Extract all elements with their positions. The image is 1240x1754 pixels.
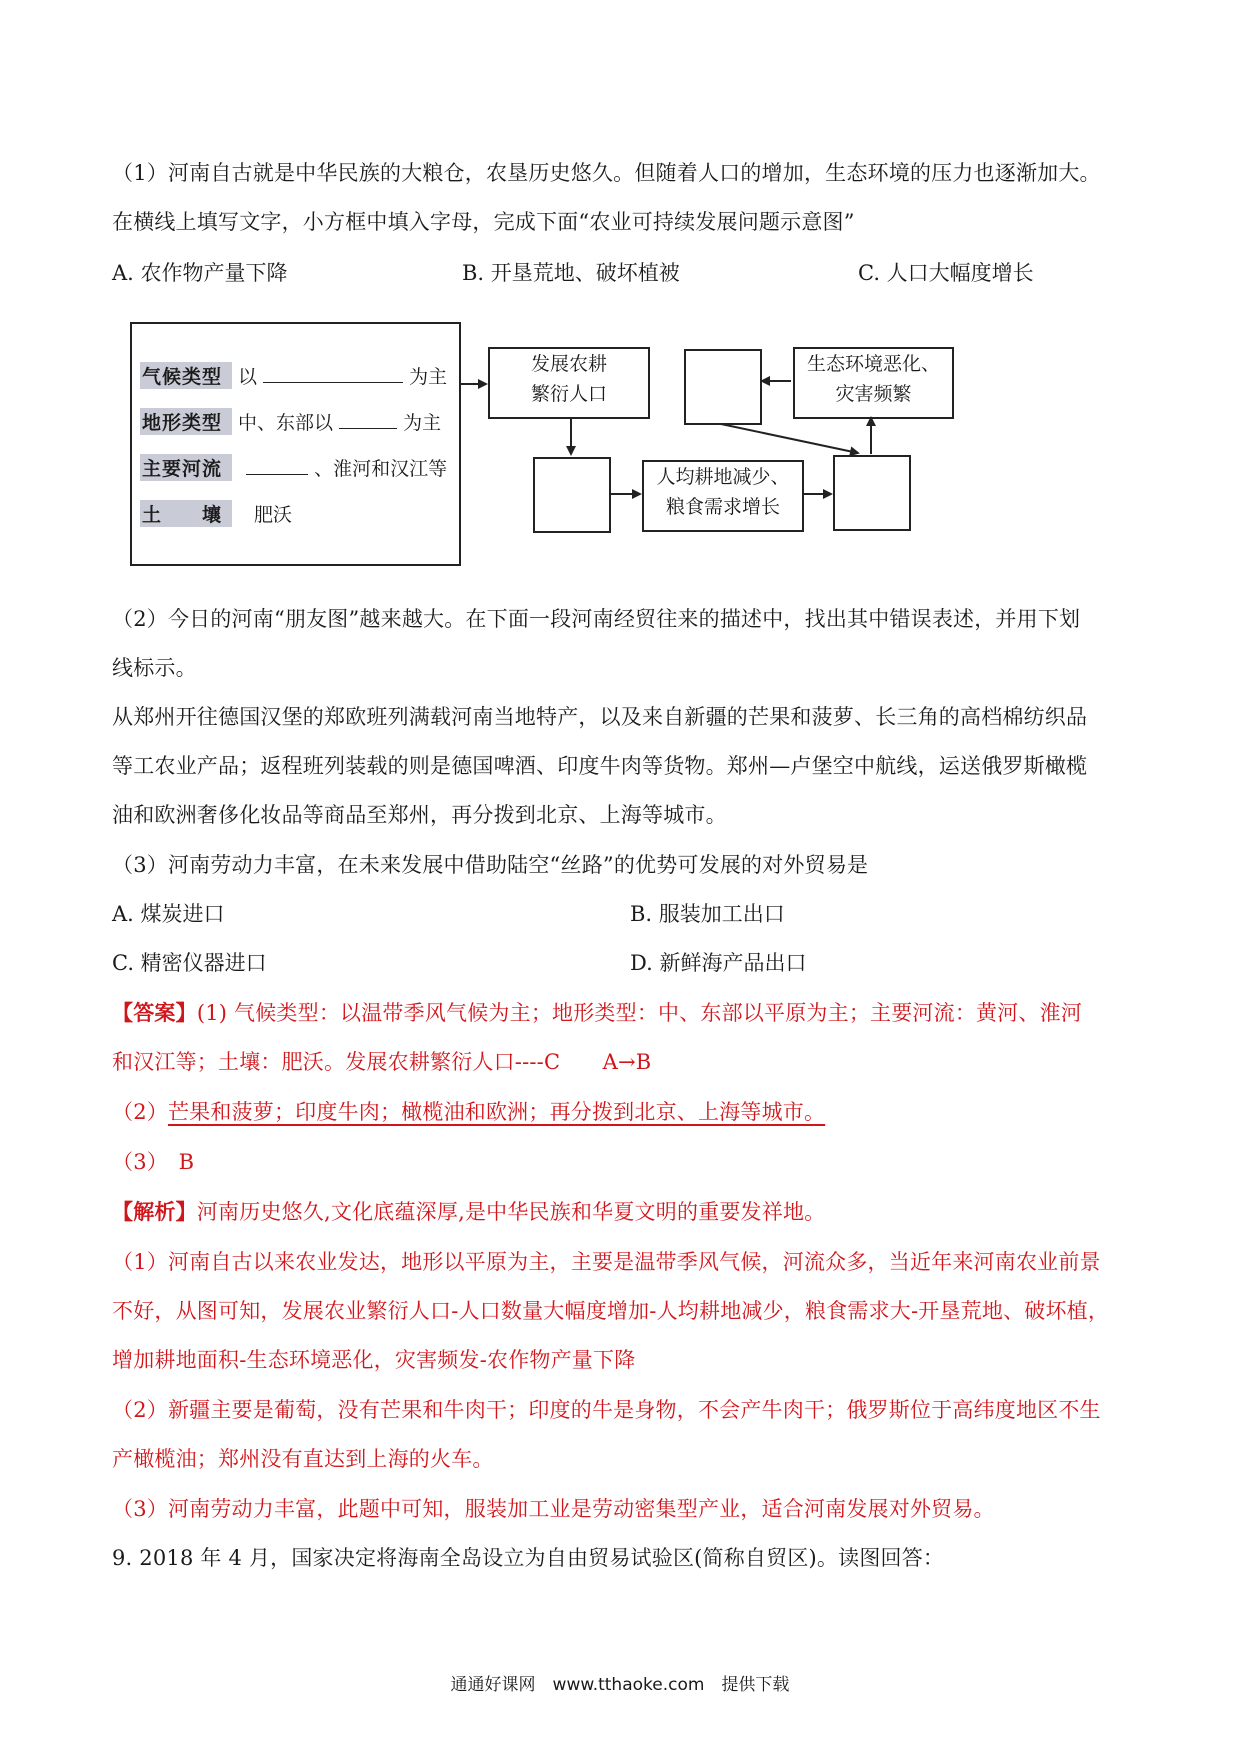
- q3-line1: （3）河南劳动力丰富，在未来发展中借助陆空“丝路”的优势可发展的对外贸易是: [112, 853, 869, 877]
- answer-tag: 【答案】: [112, 1000, 197, 1025]
- q1-line1: （1）河南自古就是中华民族的大粮仓，农垦历史悠久。但随着人口的增加，生态环境的压力也逐渐加大。: [112, 161, 1101, 185]
- q3-option-b: B. 服装加工出口: [630, 902, 785, 926]
- q3-option-d: D. 新鲜海产品出口: [630, 951, 807, 975]
- page-footer: 通通好课网 www.tthaoke.com 提供下载: [450, 1675, 790, 1695]
- answer-text1: (1) 气候类型：以温带季风气候为主；地形类型：中、东部以平原为主；主要河流：黄河、淮河: [196, 1001, 1083, 1025]
- q2-para1: 从郑州开往德国汉堡的郑欧班列满载河南当地特产，以及来自新疆的芒果和菠萝、长三角的高档棉纺织品: [112, 705, 1088, 729]
- info-label: 地形类型: [140, 408, 232, 435]
- q1-line2: 在横线上填写文字，小方框中填入字母，完成下面“农业可持续发展问题示意图”: [112, 210, 855, 234]
- info-post: 为主: [403, 412, 442, 434]
- q9-line1: 9. 2018 年 4 月，国家决定将海南全岛设立为自由贸易试验区(简称自贸区)。读图回答：: [112, 1546, 945, 1570]
- info-label: 土 壤: [140, 500, 232, 527]
- agriculture-diagram: [128, 320, 968, 570]
- analysis-line5: （2）新疆主要是葡萄，没有芒果和牛肉干；印度的牛是身物，不会产牛肉干；俄罗斯位于高纬度地区不生: [112, 1398, 1101, 1422]
- q3-option-a: A. 煤炭进口: [112, 902, 225, 926]
- analysis-line4: 增加耕地面积-生态环境恶化，灾害频发-农作物产量下降: [112, 1348, 636, 1372]
- q2-para2: 等工农业产品；返程班列装载的则是德国啤酒、印度牛肉等货物。郑州—卢堡空中航线，运送俄罗斯橄榄: [112, 754, 1088, 778]
- analysis-line1: [112, 1197, 1142, 1227]
- diagram-arrows: [128, 320, 968, 570]
- info-label: 主要河流: [140, 454, 232, 481]
- q3-option-c: C. 精密仪器进口: [112, 951, 267, 975]
- q1-option-b: B. 开垦荒地、破坏植被: [462, 261, 680, 285]
- answer-line1: [112, 998, 1142, 1028]
- q2-line2: 线标示。: [112, 656, 197, 680]
- q2-line1: （2）今日的河南“朋友图”越来越大。在下面一段河南经贸往来的描述中，找出其中错误表述，并用下划: [112, 607, 1081, 631]
- answer-line2: 和汉江等；土壤：肥沃。发展农耕繁衍人口----C A→B: [112, 1050, 652, 1074]
- answer-underlined-errors: 芒果和菠萝；印度牛肉；橄榄油和欧洲；再分拨到北京、上海等城市。: [167, 1100, 826, 1124]
- info-label: 气候类型: [140, 362, 232, 389]
- q2-para3: 油和欧洲奢侈化妆品等商品至郑州，再分拨到北京、上海等城市。: [112, 803, 727, 827]
- box-eco-line2: 灾害频繁: [835, 383, 912, 405]
- info-post: 肥沃: [254, 504, 293, 526]
- analysis-text1: 河南历史悠久,文化底蕴深厚,是中华民族和华夏文明的重要发祥地。: [196, 1200, 826, 1224]
- box-farmland-line2: 粮食需求增长: [665, 496, 780, 518]
- analysis-line6: 产橄榄油；郑州没有直达到上海的火车。: [112, 1447, 494, 1471]
- box-farmland-line1: 人均耕地减少、: [656, 466, 790, 488]
- analysis-line7: （3）河南劳动力丰富，此题中可知，服装加工业是劳动密集型产业，适合河南发展对外贸易。: [112, 1497, 995, 1521]
- answer-line3-prefix: （2）: [112, 1100, 168, 1124]
- q1-option-c: C. 人口大幅度增长: [858, 261, 1034, 285]
- info-post: 为主: [409, 366, 448, 388]
- info-pre: 中、东部以: [238, 412, 334, 434]
- q1-option-a: A. 农作物产量下降: [112, 261, 288, 285]
- info-post: 、淮河和汉江等: [314, 458, 448, 480]
- answer-line4: （3） B: [112, 1150, 195, 1174]
- info-pre: 以: [238, 366, 258, 388]
- analysis-line2: （1）河南自古以来农业发达，地形以平原为主，主要是温带季风气候，河流众多，当近年来河南农业前景: [112, 1250, 1101, 1274]
- box-eco-line1: 生态环境恶化、: [806, 353, 940, 375]
- box-develop-line2: 繁衍人口: [530, 383, 607, 405]
- answer-line3: [112, 1097, 1142, 1127]
- analysis-line3: 不好，从图可知，发展农业繁衍人口-人口数量大幅度增加-人均耕地减少，粮食需求大-开垦荒地、破坏植，: [112, 1299, 1110, 1323]
- analysis-tag: 【解析】: [112, 1199, 197, 1224]
- arrow-box-diagonal: [721, 424, 858, 453]
- box-develop-line1: 发展农耕: [530, 353, 607, 375]
